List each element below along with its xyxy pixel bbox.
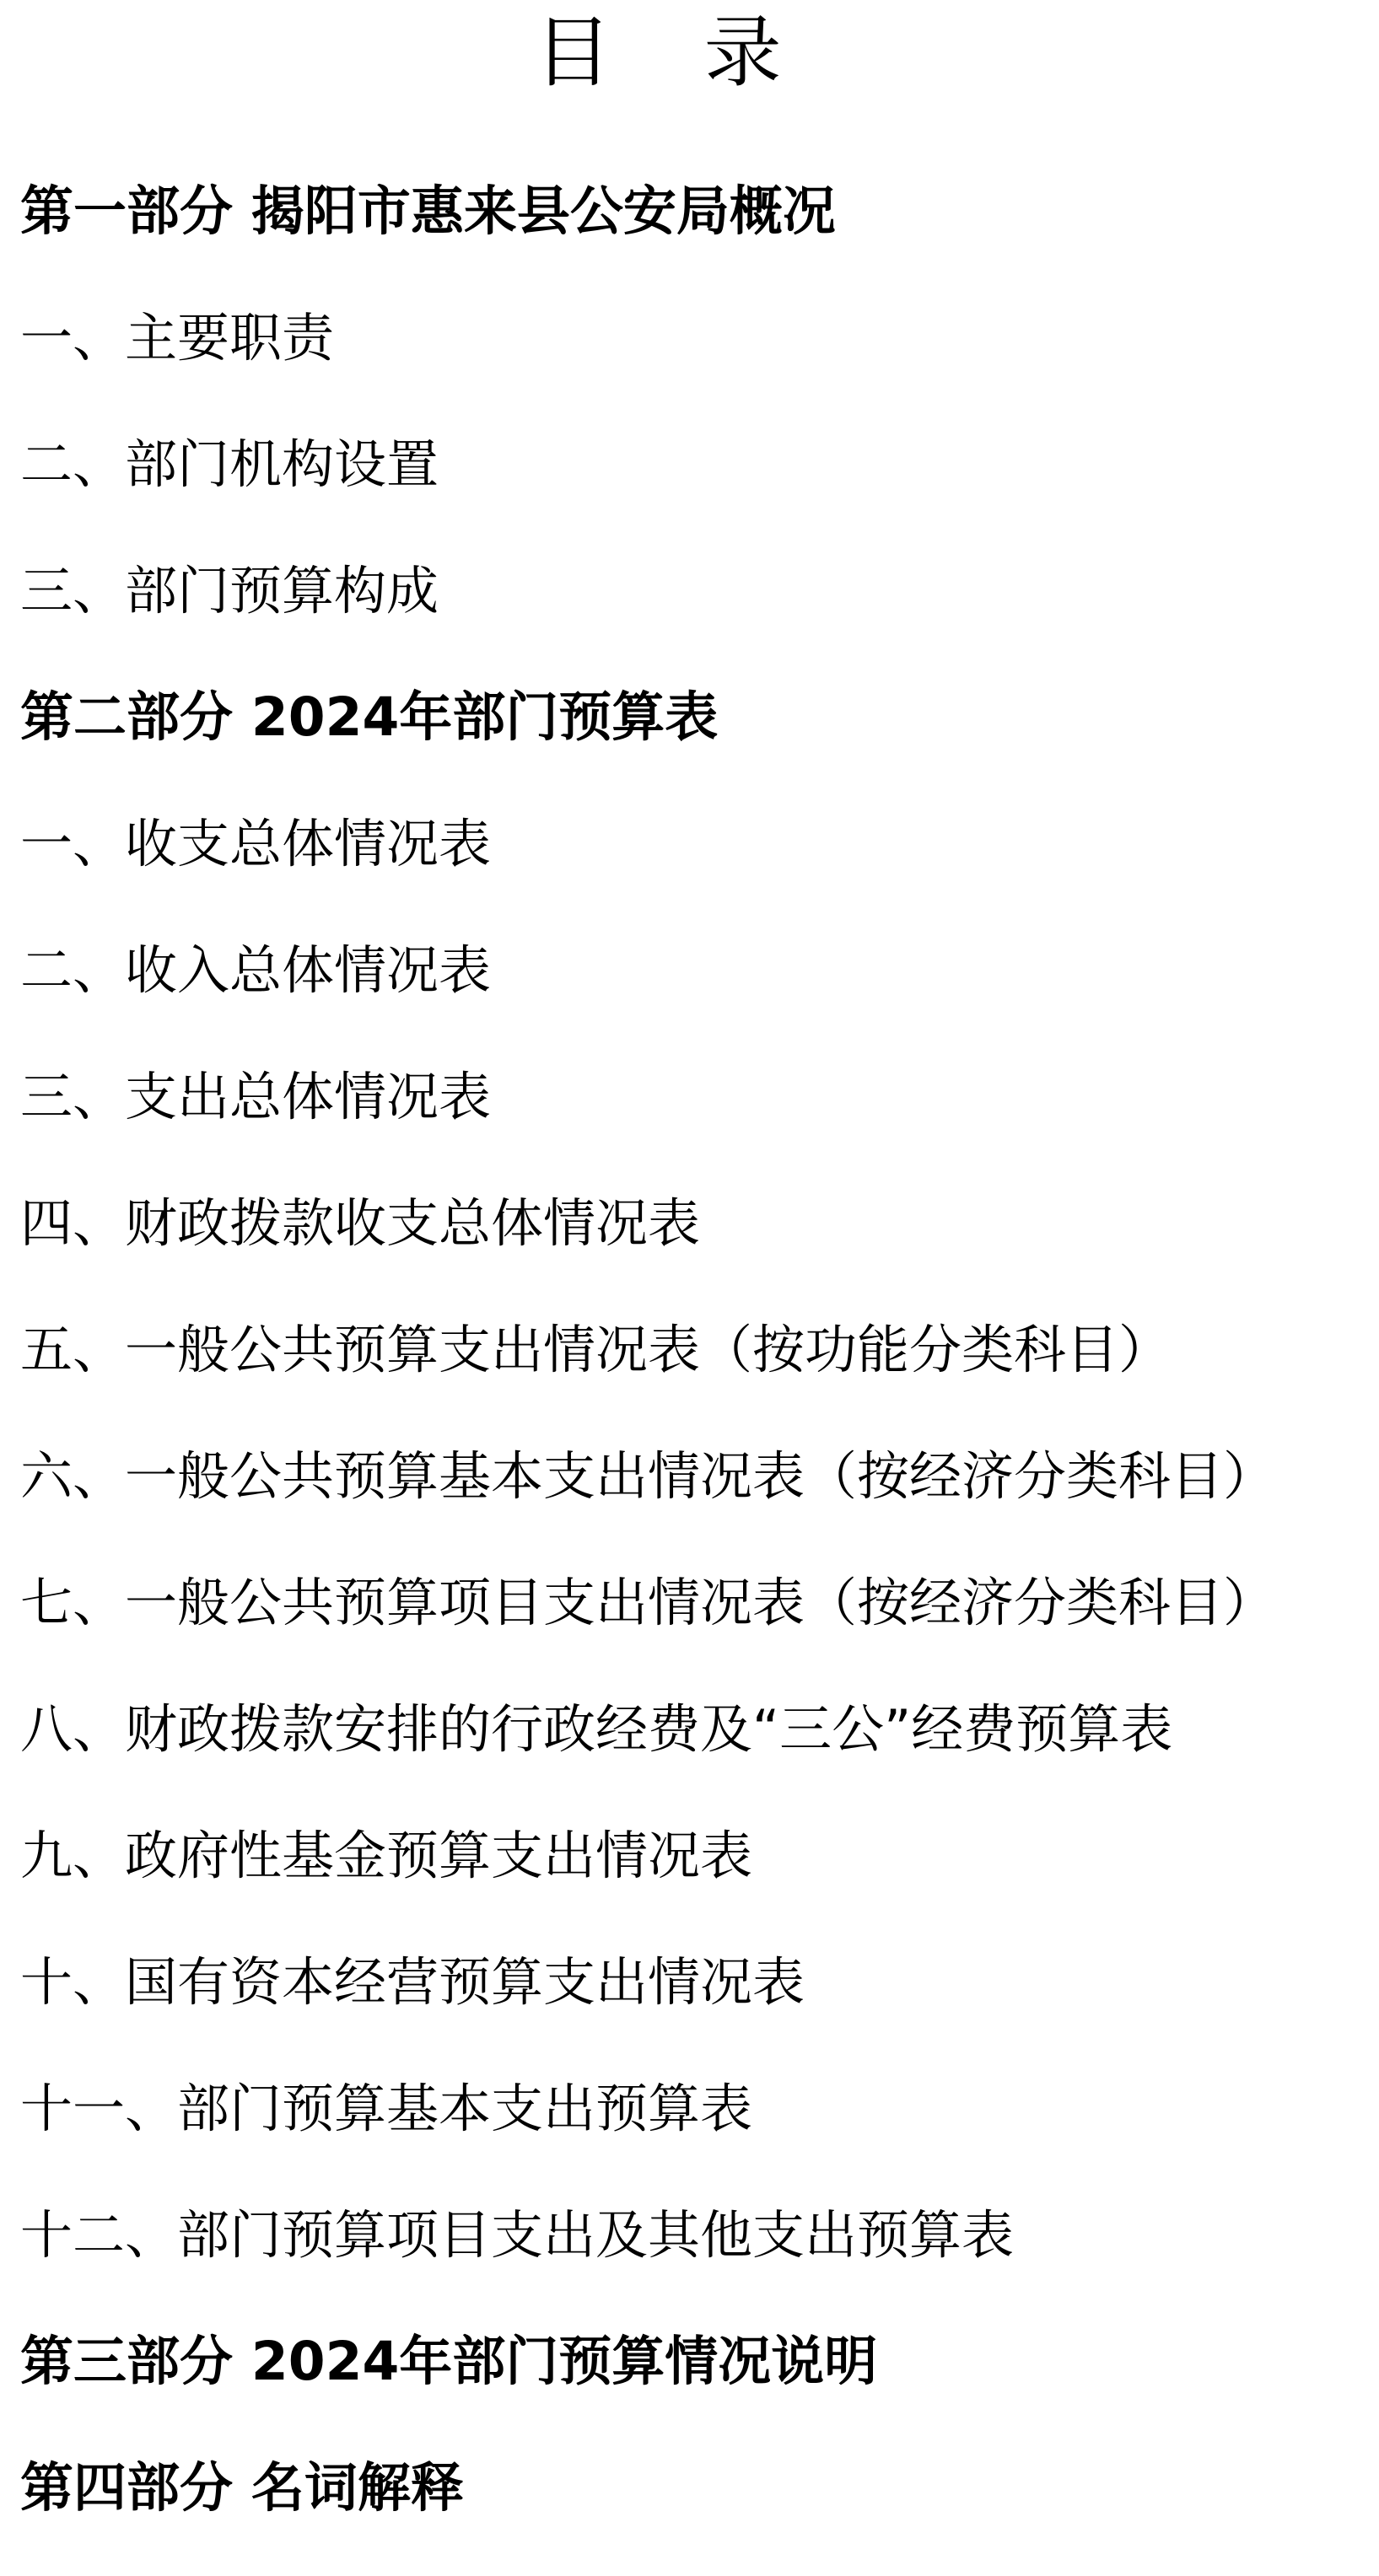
toc-entry-part-1: 第一部分 揭阳市惠来县公安局概况	[20, 180, 836, 242]
toc-entry: 二、收入总体情况表	[20, 939, 492, 1001]
toc-entry-part-4: 第四部分 名词解释	[20, 2457, 464, 2519]
toc-entry: 三、支出总体情况表	[20, 1066, 492, 1127]
toc-entry: 一、主要职责	[20, 307, 335, 368]
toc-entry: 四、财政拨款收支总体情况表	[20, 1192, 701, 1254]
toc-entry-part-3: 第三部分 2024年部门预算情况说明	[20, 2331, 878, 2392]
toc-entry: 二、部门机构设置	[20, 433, 439, 495]
page-title: 目 录	[534, 8, 816, 98]
toc-entry: 十二、部门预算项目支出及其他支出预算表	[20, 2204, 1015, 2266]
toc-entry: 七、一般公共预算项目支出情况表（按经济分类科目）	[20, 1572, 1276, 1633]
toc-entry: 十、国有资本经营预算支出情况表	[20, 1951, 805, 2013]
toc-entry-part-2: 第二部分 2024年部门预算表	[20, 686, 719, 748]
toc-entry: 八、财政拨款安排的行政经费及“三公”经费预算表	[20, 1698, 1173, 1760]
toc-entry: 三、部门预算构成	[20, 560, 439, 621]
toc-entry: 十一、部门预算基本支出预算表	[20, 2078, 753, 2139]
toc-entry: 五、一般公共预算支出情况表（按功能分类科目）	[20, 1319, 1172, 1380]
table-of-contents	[20, 173, 1275, 2576]
toc-entry: 九、政府性基金预算支出情况表	[20, 1825, 753, 1886]
toc-entry: 一、收支总体情况表	[20, 813, 492, 874]
toc-entry: 六、一般公共预算基本支出情况表（按经济分类科目）	[20, 1445, 1276, 1507]
